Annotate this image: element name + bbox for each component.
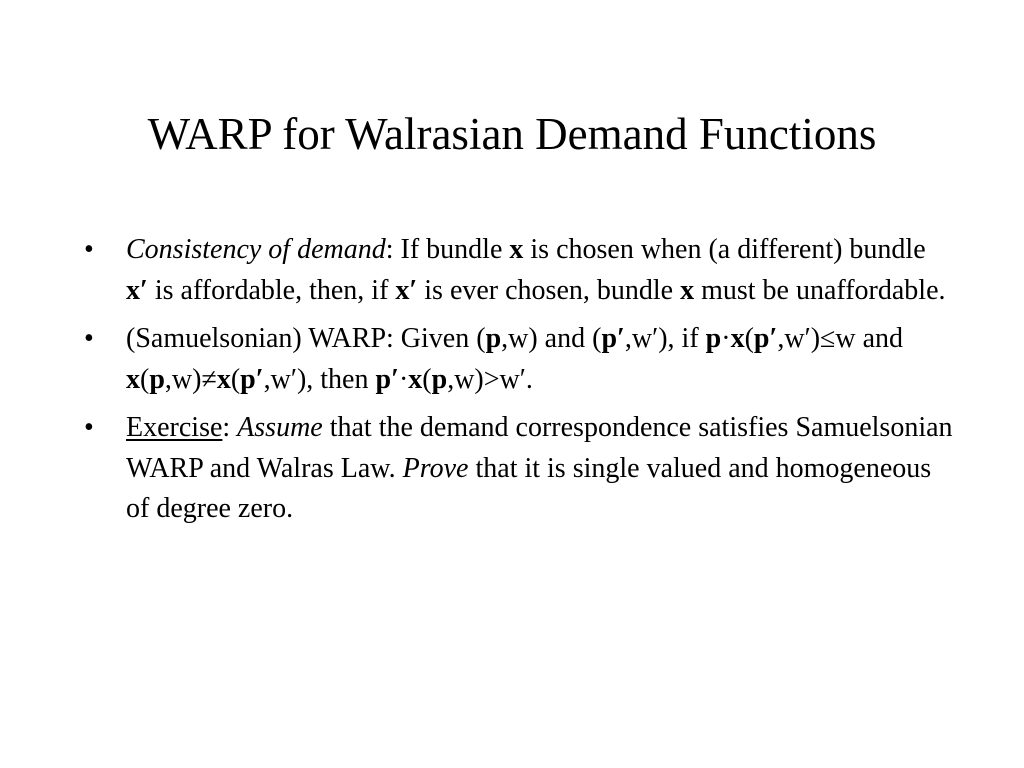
bullet-text-segment: p′: [753, 323, 778, 354]
bullet-list: [84, 230, 954, 538]
bullet-text-segment: Assume: [237, 412, 323, 443]
bullet-text-segment: ·: [721, 323, 731, 354]
slide-title: WARP for Walrasian Demand Functions: [147, 109, 877, 159]
bullet-text-segment: ,w)≠: [164, 363, 217, 395]
bullet-text-segment: p: [149, 363, 165, 395]
bullet-text-segment: x: [730, 323, 745, 354]
bullet-marker: •: [84, 412, 94, 443]
bullet-text-segment: ,w′), then: [263, 363, 376, 395]
bullet-text-segment: Consistency of demand: [126, 234, 386, 265]
bullet-text-segment: Prove: [402, 452, 469, 484]
bullet-text-segment: p′: [375, 363, 399, 395]
bullet-text-segment: x′: [395, 274, 418, 306]
bullet-text-segment: ,w)>w′.: [447, 363, 533, 395]
bullet-text-segment: x: [126, 363, 140, 395]
bullet-text-segment: (: [140, 363, 150, 395]
bullet-text-segment: (: [744, 323, 754, 354]
bullet-item: [84, 230, 954, 311]
bullet-text-segment: p: [431, 363, 448, 395]
bullet-text-segment: that it is single valued and homogeneous of degree zero.: [126, 452, 932, 524]
bullet-text-segment: is chosen when (a different) bundle: [523, 234, 926, 265]
bullet-text-segment: p′: [240, 363, 264, 395]
bullet-text-segment: is affordable, then, if: [147, 274, 396, 306]
bullet-text-segment: ,w′)≤w and: [777, 323, 904, 354]
bullet-text-segment: x: [509, 234, 524, 265]
bullet-text-segment: is ever chosen, bundle: [417, 274, 681, 306]
bullet-text-segment: :: [222, 412, 238, 443]
bullet-text-segment: Exercise: [126, 412, 223, 443]
bullet-text-segment: x: [216, 363, 231, 395]
bullet-text-segment: p′: [601, 323, 625, 354]
bullet-text-segment: must be unaffordable.: [694, 274, 946, 306]
bullet-text-segment: (: [230, 363, 241, 395]
bullet-text-segment: ,w′), if: [624, 323, 706, 354]
bullet-item: [84, 408, 954, 530]
bullet-text-segment: : If bundle: [385, 234, 510, 265]
bullet-text-segment: (: [422, 363, 432, 395]
bullet-text-segment: x: [408, 363, 423, 395]
bullet-text-segment: p: [485, 323, 502, 354]
bullet-text-segment: x′: [126, 274, 148, 306]
bullet-text-segment: (Samuelsonian) WARP: Given (: [126, 323, 486, 354]
bullet-marker: •: [84, 323, 94, 354]
bullet-item: [84, 319, 954, 400]
bullet-marker: •: [84, 234, 94, 265]
bullet-text-segment: that the demand correspondence satisfies Samuelsonian WARP and Walras Law.: [126, 412, 953, 484]
bullet-text-segment: ,w) and (: [501, 323, 602, 354]
bullet-text-segment: x: [680, 274, 695, 306]
bullet-text-segment: p: [705, 323, 722, 354]
bullet-text-segment: ·: [398, 363, 409, 395]
